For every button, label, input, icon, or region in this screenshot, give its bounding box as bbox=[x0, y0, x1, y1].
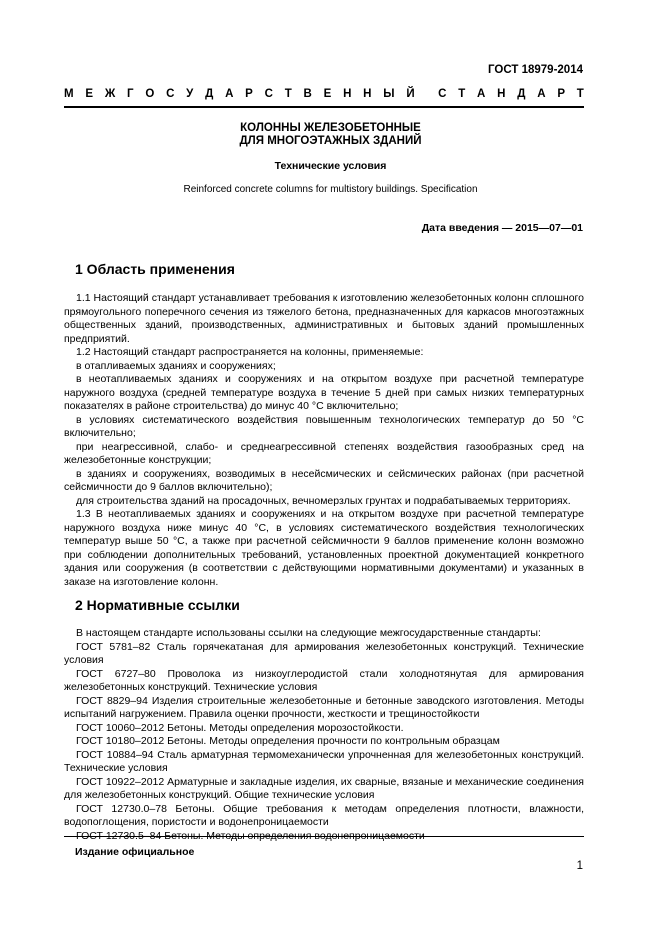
banner-letter: Р bbox=[245, 88, 253, 100]
banner-letter: А bbox=[537, 88, 546, 100]
banner-letter: О bbox=[145, 88, 155, 100]
banner-letter: Т bbox=[576, 88, 584, 100]
subtitle: Технические условия bbox=[274, 160, 387, 172]
banner-letter: Е bbox=[323, 88, 332, 100]
banner-letter: Д bbox=[205, 88, 214, 100]
paragraph: в отапливаемых зданиях и сооружениях; bbox=[76, 359, 276, 372]
banner-letter: Р bbox=[557, 88, 565, 100]
section-2-heading: 2 Нормативные ссылки bbox=[75, 597, 240, 613]
banner-letter: С bbox=[438, 88, 447, 100]
paragraph: в зданиях и сооружениях, возводимых в несейсмических и сейсмических районах (при расчетной сейсмичности до 9 баллов включительно); bbox=[64, 467, 584, 493]
paragraph: в неотапливаемых зданиях и сооружениях и на открытом воздухе при расчетной температуре наружного воздуха (средней температуре воздуха в течение 5 дней при самых низких температурных показателях в районе строительства) до минус 40 °С включительно; bbox=[64, 373, 584, 412]
paragraph: ГОСТ 12730.0–78 Бетоны. Общие требования к методам определения плотности, влажности, водопоглощения, пористости и водонепроницаемости bbox=[64, 802, 584, 828]
title-line-1: КОЛОННЫ ЖЕЛЕЗОБЕТОННЫЕ bbox=[240, 122, 421, 134]
paragraph: ГОСТ 6727–80 Проволока из низкоуглеродистой стали холоднотянутая для армирования железобетонных конструкций. Технические условия bbox=[64, 667, 584, 693]
paragraph: 1.1 Настоящий стандарт устанавливает требования к изготовлению железобетонных колонн сплошного прямоугольного поперечного сечения из тяжелого бетона, предназначенных для каркасов многоэтажных общественных зданий, производственных, административных и бытовых зданий промышленных предприятий. bbox=[64, 292, 584, 345]
paragraph: 1.2 Настоящий стандарт распространяется на колонны, применяемые: bbox=[76, 346, 424, 358]
banner-letter: Н bbox=[497, 88, 506, 100]
banner-letter: Е bbox=[85, 88, 94, 100]
banner-letter: Г bbox=[127, 88, 134, 100]
banner-letter: С bbox=[264, 88, 273, 100]
banner-letter: Т bbox=[458, 88, 466, 100]
paragraph: ГОСТ 10060–2012 Бетоны. Методы определения морозостойкости. bbox=[76, 721, 404, 734]
paragraph: В настоящем стандарте использованы ссылки на следующие межгосударственные стандарты: bbox=[76, 627, 541, 639]
banner-letter: Д bbox=[517, 88, 526, 100]
paragraph: ГОСТ 8829–94 Изделия строительные железобетонные и бетонные заводского изготовления. Методы испытаний нагружением. Правила оценки прочности, жесткости и трещиностойкости bbox=[64, 694, 584, 720]
paragraph: для строительства зданий на просадочных, вечномерзлых грунтах и подрабатываемых территориях. bbox=[76, 494, 571, 507]
banner-letter: Ы bbox=[383, 88, 395, 100]
banner-letter: Н bbox=[363, 88, 372, 100]
paragraph: ГОСТ 10884–94 Сталь арматурная термомеханически упрочненная для железобетонных конструкций. Технические условия bbox=[64, 748, 584, 774]
footer-rule bbox=[64, 836, 584, 837]
paragraph: ГОСТ 5781–82 Сталь горячекатаная для армирования железобетонных конструкций. Технические условия bbox=[64, 640, 584, 666]
section-2-body bbox=[64, 627, 584, 843]
paragraph: ГОСТ 10180–2012 Бетоны. Методы определения прочности по контрольным образцам bbox=[76, 735, 500, 747]
standard-banner bbox=[64, 88, 584, 100]
banner-letter: Й bbox=[406, 88, 415, 100]
english-title: Reinforced concrete columns for multistory buildings. Specification bbox=[183, 184, 478, 195]
banner-letter: У bbox=[186, 88, 194, 100]
section-1-heading: 1 Область применения bbox=[75, 261, 235, 277]
paragraph: в условиях систематического воздействия повышенным технологических температур до 50 °С включительно; bbox=[64, 413, 584, 439]
paragraph: ГОСТ 12730.5–84 Бетоны. Методы определения водонепроницаемости bbox=[76, 829, 425, 842]
title-line-2: ДЛЯ МНОГОЭТАЖНЫХ ЗДАНИЙ bbox=[239, 135, 422, 147]
section-1-body bbox=[64, 292, 584, 589]
banner-letter: А bbox=[225, 88, 234, 100]
paragraph: ГОСТ 10922–2012 Арматурные и закладные изделия, их сварные, вязаные и механические соединения для железобетонных конструкций. Общие технические условия bbox=[64, 775, 584, 801]
banner-letter: А bbox=[477, 88, 486, 100]
banner-letter: Н bbox=[343, 88, 352, 100]
banner-letter: Ж bbox=[104, 88, 116, 100]
document-code: ГОСТ 18979-2014 bbox=[488, 64, 583, 76]
page-number: 1 bbox=[576, 860, 583, 872]
banner-letter: С bbox=[166, 88, 175, 100]
banner-letter: В bbox=[303, 88, 312, 100]
paragraph: 1.3 В неотапливаемых зданиях и сооружениях и на открытом воздухе при расчетной температуре наружного воздуха ниже минус 40 °С, в условиях систематического воздействия технологических температур выше 50 °С, а также при расчетной сейсмичности 9 баллов применение колонн возможно при соблюдении дополнительных требований, установленных проектной документацией конкретного здания или сооружения (в соответствии с действующими нормативными документами) и указанных в заказе на изготовление колонн. bbox=[64, 508, 584, 588]
header-rule bbox=[64, 106, 584, 108]
banner-letter: Т bbox=[284, 88, 292, 100]
official-edition-label: Издание официальное bbox=[75, 846, 195, 858]
intro-date: Дата введения — 2015—07—01 bbox=[421, 222, 583, 234]
banner-letter: М bbox=[64, 88, 74, 100]
paragraph: при неагрессивной, слабо- и среднеагрессивной степенях воздействия газообразных сред на железобетонные конструкции; bbox=[64, 440, 584, 466]
